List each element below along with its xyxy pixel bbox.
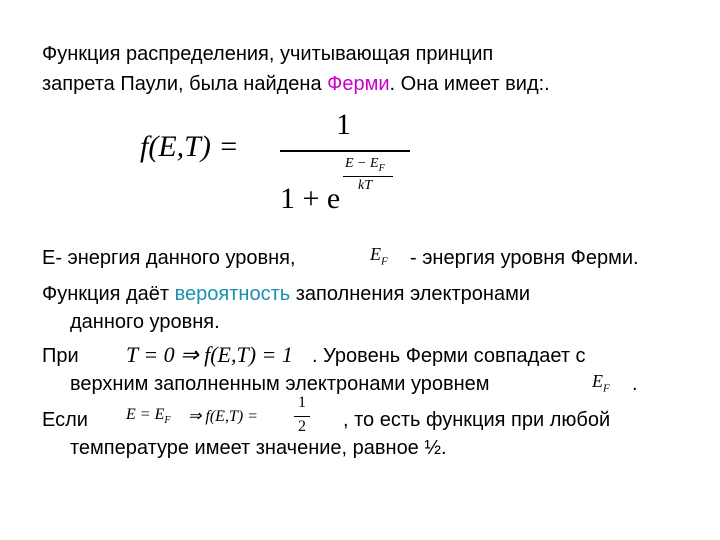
zero-temp-formula: T = 0 ⇒ f(E,T) = 1 — [126, 342, 293, 367]
intro-text: запрета Паули, была найдена — [42, 73, 328, 95]
intro-text-end: . Она имеет вид:. — [389, 73, 550, 95]
formula-fraction-bar — [280, 150, 410, 152]
exp-denominator: kT — [358, 178, 372, 193]
exp-numerator: $E - E_F$ — [345, 156, 385, 174]
zero-temp-text-1: . Уровень Ферми совпадает с — [312, 345, 586, 367]
half-formula: $E = E_F$ ⇒ f(E,T) = 1 2 — [126, 396, 326, 440]
probability-text-pre: Функция даёт — [42, 283, 175, 305]
formula-denominator-base: 1 + e — [280, 182, 341, 215]
formula-lhs: f(E,T) = — [140, 130, 239, 163]
half-text-2: температуре имеет значение, равное ½. — [70, 437, 447, 459]
fermi-level-text: - энергия уровня Ферми. — [410, 247, 639, 269]
main-formula — [140, 108, 420, 218]
formula-numerator: 1 — [336, 108, 351, 141]
half-text-1: , то есть функция при любой — [343, 409, 611, 431]
intro-line-1: Функция распределения, учитывающая принцип — [42, 43, 494, 65]
zero-temp-lead: При — [42, 345, 79, 367]
half-lead: Если — [42, 409, 88, 431]
intro-line-2 — [42, 72, 550, 96]
fermi-symbol-2: $E_F$ — [592, 371, 610, 395]
energy-level-text: E- энергия данного уровня, — [42, 247, 296, 269]
zero-temp-end: . — [632, 373, 638, 395]
probability-word: вероятность — [174, 283, 291, 305]
fermi-symbol: $E_F$ — [370, 244, 388, 268]
fermi-name: Ферми — [327, 73, 390, 95]
probability-text-post: заполнения электронами — [290, 283, 531, 305]
probability-line-2: данного уровня. — [70, 311, 220, 333]
exp-fraction-bar — [343, 176, 393, 177]
probability-line-1 — [42, 282, 530, 306]
energy-level-line — [42, 246, 296, 270]
zero-temp-text-2: верхним заполненным электронами уровнем — [70, 373, 490, 395]
